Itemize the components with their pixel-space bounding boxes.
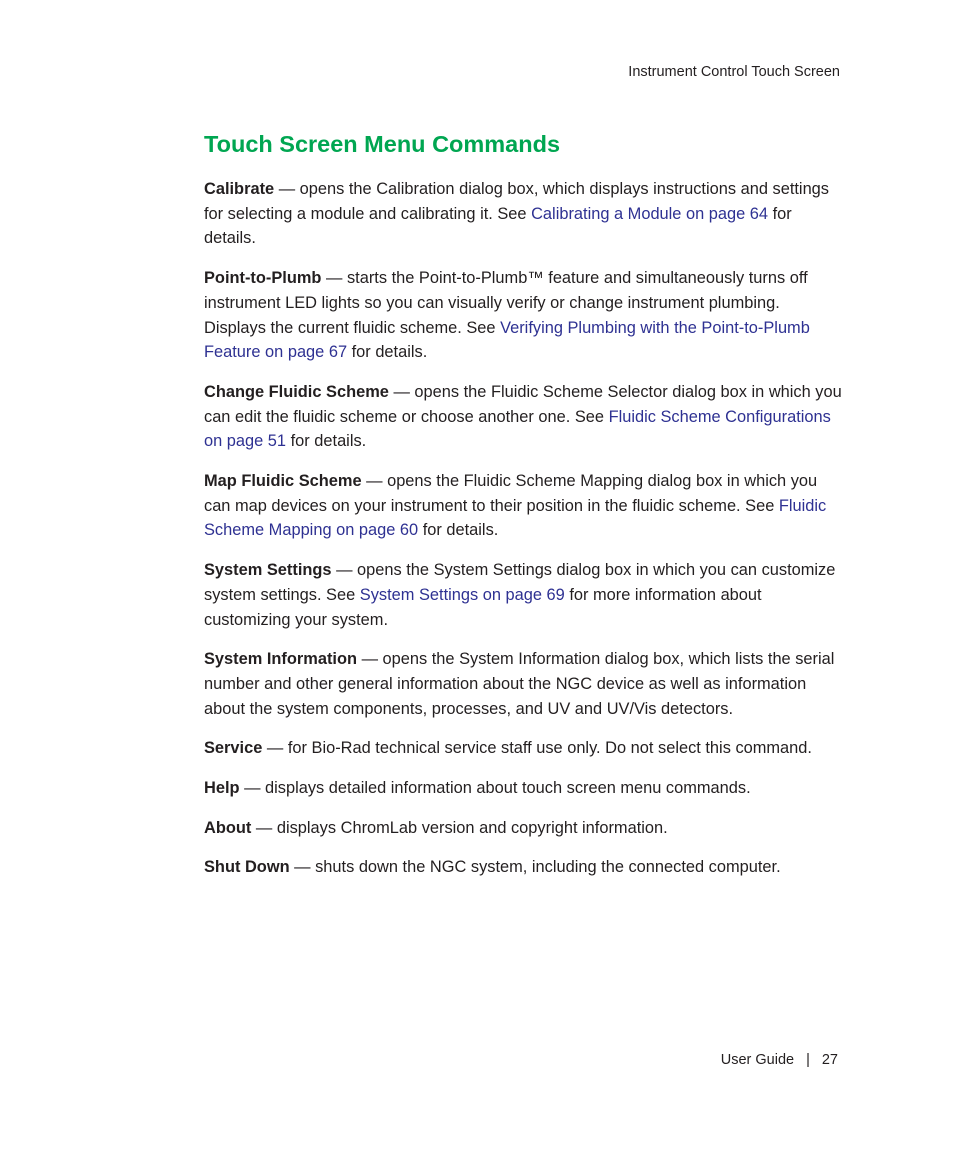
- link-calibrating-module[interactable]: Calibrating a Module on page 64: [531, 204, 769, 223]
- entry-about: [204, 816, 844, 841]
- main-content: [204, 128, 844, 895]
- term-system-settings: System Settings: [204, 561, 332, 580]
- page-number: 27: [821, 1052, 838, 1068]
- term-calibrate: Calibrate: [204, 180, 275, 198]
- entry-point-to-plumb: [204, 266, 844, 365]
- entry-change-fluidic-scheme: [204, 380, 844, 454]
- entry-text: — displays ChromLab version and copyright information.: [251, 818, 668, 837]
- running-footer: [721, 1052, 838, 1068]
- entry-system-information: [204, 647, 844, 721]
- term-change-fluidic-scheme: Change Fluidic Scheme: [204, 382, 389, 401]
- entry-text: for details.: [204, 204, 792, 248]
- term-service: Service: [204, 739, 263, 758]
- link-system-settings[interactable]: System Settings on page 69: [359, 585, 565, 604]
- footer-guide-label: User Guide: [720, 1052, 795, 1068]
- entry-help: [204, 776, 844, 801]
- entry-service: [204, 736, 844, 761]
- entry-text: — displays detailed information about touch screen menu commands.: [239, 779, 751, 798]
- entry-system-settings: [204, 558, 844, 632]
- entry-shut-down: [204, 855, 844, 880]
- entry-text: — opens the Calibration dialog box, which displays instructions and settings for selecting a module and calibrating it. See: [204, 180, 829, 223]
- term-about: About: [204, 818, 252, 837]
- entry-text: — starts the Point-to-Plumb™ feature and simultaneously turns off instrument LED lights so you can visually verify or change instrument plumbing. Displays the current fluidic scheme. See: [204, 269, 808, 337]
- entry-text: — opens the System Information dialog box, which lists the serial number and other general information about the NGC device as well as information about the system components, processes, and UV and UV/Vis detectors.: [204, 650, 835, 718]
- term-system-information: System Information: [204, 650, 358, 669]
- entry-text: for details.: [286, 432, 367, 451]
- link-fluidic-scheme-mapping[interactable]: Fluidic Scheme Mapping on page 60: [204, 496, 827, 540]
- entry-text: — opens the System Settings dialog box in which you can customize system settings. See: [204, 561, 836, 604]
- term-point-to-plumb: Point-to-Plumb: [204, 269, 322, 288]
- entry-text: for details.: [347, 343, 428, 362]
- entry-text: — for Bio-Rad technical service staff use only. Do not select this command.: [262, 739, 812, 758]
- entry-text: for more information about customizing your system.: [204, 585, 762, 629]
- link-verifying-plumbing[interactable]: Verifying Plumbing with the Point-to-Plumb Feature on page 67: [204, 318, 810, 362]
- running-header: Instrument Control Touch Screen: [628, 64, 840, 80]
- footer-separator: |: [806, 1052, 810, 1068]
- entry-text: — shuts down the NGC system, including the connected computer.: [289, 858, 781, 877]
- term-help: Help: [204, 779, 240, 798]
- entry-text: — opens the Fluidic Scheme Selector dialog box in which you can edit the fluidic scheme or choose another one. See: [204, 382, 842, 426]
- term-shut-down: Shut Down: [204, 858, 290, 877]
- entry-calibrate: [204, 177, 844, 251]
- link-fluidic-scheme-configurations[interactable]: Fluidic Scheme Configurations on page 51: [204, 407, 831, 451]
- entry-text: — opens the Fluidic Scheme Mapping dialog box in which you can map devices on your instrument to their position in the fluidic scheme. See: [204, 472, 818, 515]
- entry-map-fluidic-scheme: [204, 469, 844, 543]
- term-map-fluidic-scheme: Map Fluidic Scheme: [204, 472, 362, 491]
- entry-text: for details.: [418, 521, 499, 540]
- section-title: Touch Screen Menu Commands: [204, 131, 561, 157]
